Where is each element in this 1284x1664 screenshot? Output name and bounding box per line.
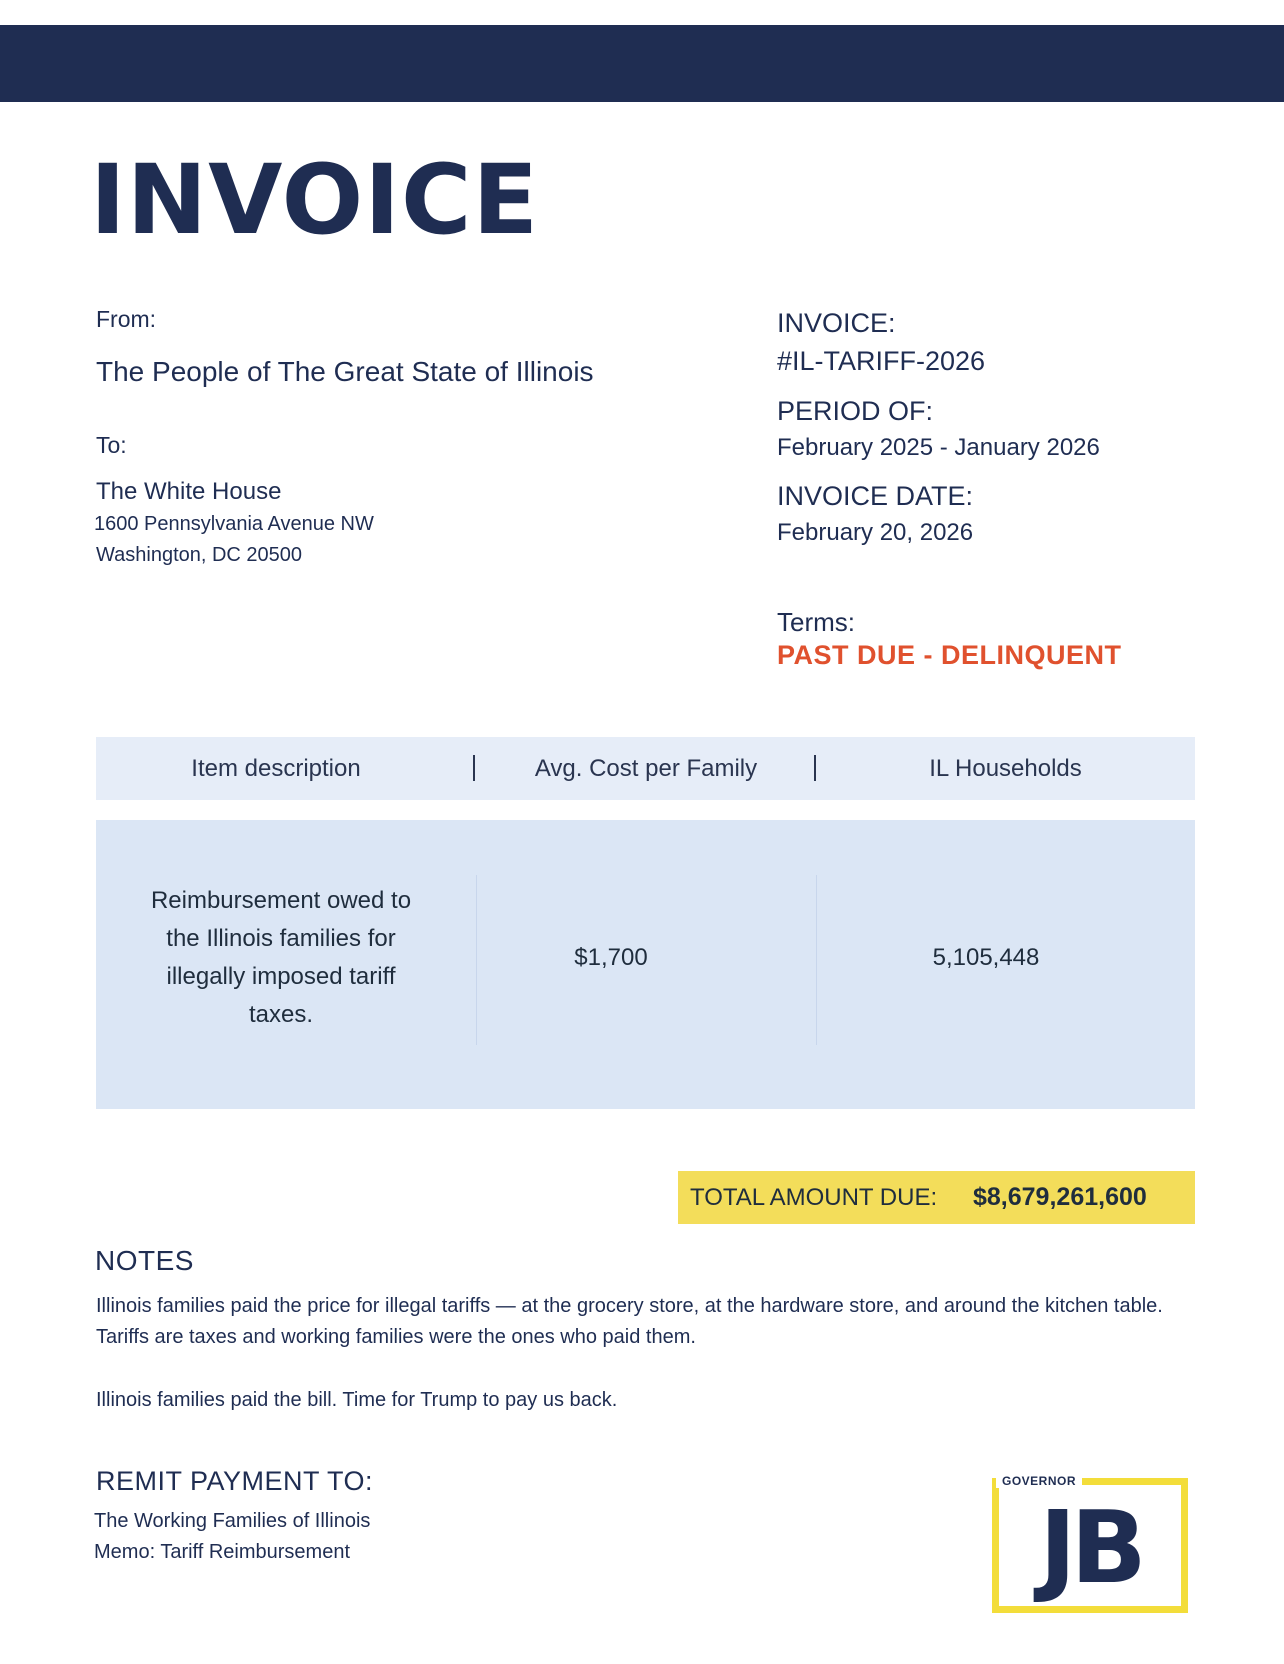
notes-paragraph: Illinois families paid the price for illegal tariffs — at the grocery store, at the hardware store, and around the kitchen table. Tariffs are taxes and working families were the ones who paid them. xyxy=(96,1295,1163,1348)
remit-memo: Memo: Tariff Reimbursement xyxy=(94,1541,351,1563)
column-header-description: Item description xyxy=(191,755,361,782)
item-description: Reimbursement owed to the Illinois families for illegally imposed tariff taxes. xyxy=(150,887,412,1028)
logo-governor-text: GOVERNOR xyxy=(996,1474,1082,1488)
invoice-title: INVOICE xyxy=(90,144,540,256)
table-row xyxy=(96,820,1195,1109)
total-value: $8,679,261,600 xyxy=(973,1183,1147,1211)
invoice-number-label: INVOICE: xyxy=(777,308,896,338)
to-address-line1: 1600 Pennsylvania Avenue NW xyxy=(94,513,374,535)
notes-paragraph: Illinois families paid the bill. Time for Trump to pay us back. xyxy=(96,1389,618,1411)
to-name: The White House xyxy=(96,478,282,505)
from-name: The People of The Great State of Illinois xyxy=(96,356,594,387)
governor-jb-logo xyxy=(992,1474,1188,1613)
invoice-date-label: INVOICE DATE: xyxy=(777,481,974,511)
remit-payee: The Working Families of Illinois xyxy=(94,1510,371,1532)
period-value: February 2025 - January 2026 xyxy=(777,434,1100,461)
column-divider xyxy=(473,755,475,781)
period-label: PERIOD OF: xyxy=(777,396,934,426)
table-header xyxy=(96,737,1195,800)
logo-initials: JB xyxy=(1039,1489,1141,1606)
households-value: 5,105,448 xyxy=(932,944,1040,971)
total-amount-due xyxy=(678,1171,1195,1224)
total-label: TOTAL AMOUNT DUE: xyxy=(690,1184,938,1211)
to-label: To: xyxy=(96,432,127,458)
top-banner xyxy=(0,25,1284,102)
invoice-number: #IL-TARIFF-2026 xyxy=(777,346,986,376)
from-label: From: xyxy=(96,306,157,332)
terms-status: PAST DUE - DELINQUENT xyxy=(777,640,1122,670)
column-header-avg-cost: Avg. Cost per Family xyxy=(534,755,758,782)
avg-cost-value: $1,700 xyxy=(574,944,648,971)
notes-heading: NOTES xyxy=(95,1245,194,1276)
column-header-households: IL Households xyxy=(929,755,1082,782)
to-address-line2: Washington, DC 20500 xyxy=(96,544,303,566)
cell-divider xyxy=(816,875,817,1045)
remit-heading: REMIT PAYMENT TO: xyxy=(96,1466,374,1496)
invoice-date: February 20, 2026 xyxy=(777,519,974,546)
terms-label: Terms: xyxy=(777,607,855,637)
